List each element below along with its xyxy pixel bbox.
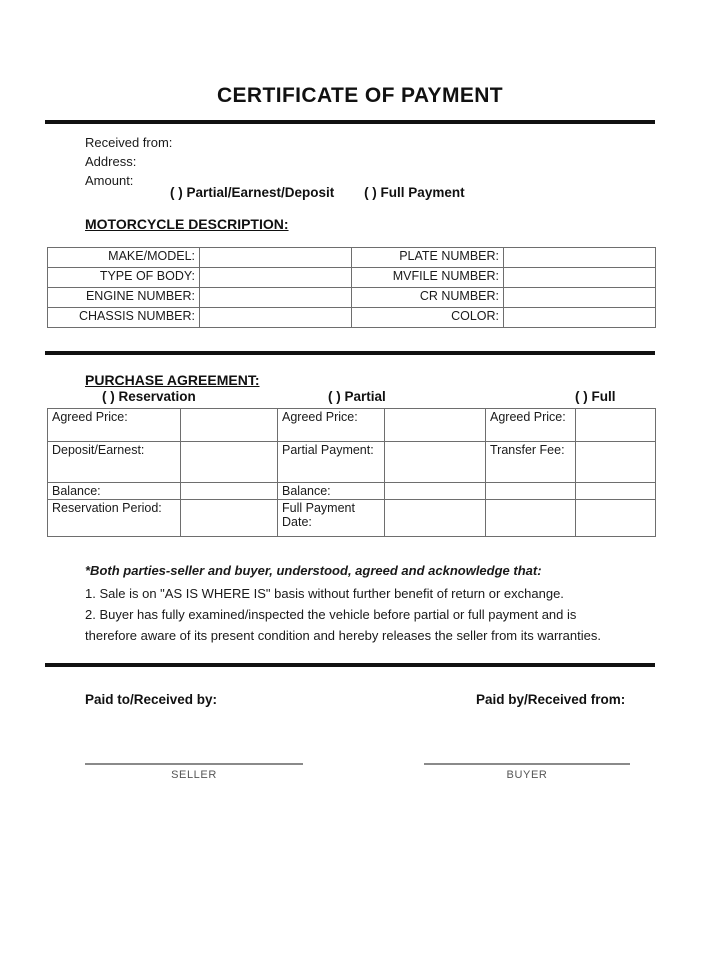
- mvfile-number-value[interactable]: [504, 268, 656, 288]
- table-row: [48, 308, 656, 328]
- checkbox-full[interactable]: ( ) Full: [575, 389, 616, 404]
- purchase-agreement-options: [47, 389, 655, 407]
- full-agreed-price-label: Agreed Price:: [486, 409, 576, 442]
- seller-caption: SELLER: [171, 769, 217, 781]
- full-empty-value-row4[interactable]: [576, 500, 656, 537]
- make-model-value[interactable]: [200, 248, 352, 268]
- chassis-number-value[interactable]: [200, 308, 352, 328]
- reservation-agreed-price-label: Agreed Price:: [48, 409, 181, 442]
- terms-item-2: 2. Buyer has fully examined/inspected the vehicle before partial or full payment and is therefore aware of its present condition and hereby releases the seller from its warranties.: [85, 607, 601, 643]
- terms-item-1: 1. Sale is on "AS IS WHERE IS" basis without further benefit of return or exchange.: [85, 586, 564, 601]
- paid-by-received-from-label: Paid by/Received from:: [476, 692, 626, 707]
- paid-to-received-by-label: Paid to/Received by:: [85, 692, 218, 707]
- reservation-balance-value[interactable]: [181, 483, 278, 500]
- divider-rule-bottom: [45, 663, 655, 667]
- terms-lead-text: *Both parties-seller and buyer, understood, agreed and acknowledge that:: [85, 563, 542, 578]
- full-empty-label-row4: [486, 500, 576, 537]
- divider-rule-middle: [45, 351, 655, 355]
- reservation-agreed-price-value[interactable]: [181, 409, 278, 442]
- full-transfer-fee-value[interactable]: [576, 442, 656, 483]
- make-model-label: MAKE/MODEL:: [48, 248, 200, 268]
- received-from-label: Received from:: [85, 135, 173, 150]
- full-empty-value-row3[interactable]: [576, 483, 656, 500]
- mvfile-number-label: MVFILE NUMBER:: [352, 268, 504, 288]
- page-title: CERTIFICATE OF PAYMENT: [216, 84, 504, 107]
- chassis-number-label: CHASSIS NUMBER:: [48, 308, 200, 328]
- terms-and-conditions: [85, 560, 630, 646]
- plate-number-value[interactable]: [504, 248, 656, 268]
- table-row: [48, 288, 656, 308]
- engine-number-label: ENGINE NUMBER:: [48, 288, 200, 308]
- table-row: [48, 442, 656, 483]
- motorcycle-description-heading: MOTORCYCLE DESCRIPTION:: [85, 216, 289, 232]
- seller-signature-line[interactable]: [85, 763, 303, 765]
- table-row: [48, 500, 656, 537]
- partial-agreed-price-label: Agreed Price:: [278, 409, 385, 442]
- cr-number-value[interactable]: [504, 288, 656, 308]
- partial-agreed-price-value[interactable]: [385, 409, 486, 442]
- payment-type-options: [170, 185, 465, 200]
- amount-label: Amount:: [85, 173, 134, 188]
- full-empty-label-row3: [486, 483, 576, 500]
- engine-number-value[interactable]: [200, 288, 352, 308]
- reservation-balance-label: Balance:: [48, 483, 181, 500]
- partial-payment-value[interactable]: [385, 442, 486, 483]
- reservation-deposit-earnest-label: Deposit/Earnest:: [48, 442, 181, 483]
- color-value[interactable]: [504, 308, 656, 328]
- full-transfer-fee-label: Transfer Fee:: [486, 442, 576, 483]
- reservation-period-value[interactable]: [181, 500, 278, 537]
- buyer-caption: BUYER: [506, 769, 548, 781]
- table-row: [48, 248, 656, 268]
- full-agreed-price-value[interactable]: [576, 409, 656, 442]
- checkbox-partial-earnest-deposit[interactable]: ( ) Partial/Earnest/Deposit: [170, 185, 335, 200]
- reservation-period-label: Reservation Period:: [48, 500, 181, 537]
- checkbox-partial[interactable]: ( ) Partial: [328, 389, 386, 404]
- purchase-agreement-heading: PURCHASE AGREEMENT:: [85, 372, 260, 388]
- partial-balance-value[interactable]: [385, 483, 486, 500]
- partial-balance-label: Balance:: [278, 483, 385, 500]
- plate-number-label: PLATE NUMBER:: [352, 248, 504, 268]
- buyer-signature-line[interactable]: [424, 763, 630, 765]
- color-label: COLOR:: [352, 308, 504, 328]
- table-row: [48, 268, 656, 288]
- received-from-block: [85, 133, 172, 190]
- checkbox-full-payment[interactable]: ( ) Full Payment: [364, 185, 465, 200]
- type-of-body-value[interactable]: [200, 268, 352, 288]
- cr-number-label: CR NUMBER:: [352, 288, 504, 308]
- table-row: [48, 483, 656, 500]
- checkbox-reservation[interactable]: ( ) Reservation: [102, 389, 196, 404]
- reservation-deposit-earnest-value[interactable]: [181, 442, 278, 483]
- type-of-body-label: TYPE OF BODY:: [48, 268, 200, 288]
- address-label: Address:: [85, 154, 137, 169]
- motorcycle-description-table: [47, 247, 656, 328]
- partial-payment-label: Partial Payment:: [278, 442, 385, 483]
- full-payment-date-value[interactable]: [385, 500, 486, 537]
- purchase-agreement-table: [47, 408, 656, 537]
- full-payment-date-label: Full Payment Date:: [278, 500, 385, 537]
- divider-rule-top: [45, 120, 655, 124]
- table-row: [48, 409, 656, 442]
